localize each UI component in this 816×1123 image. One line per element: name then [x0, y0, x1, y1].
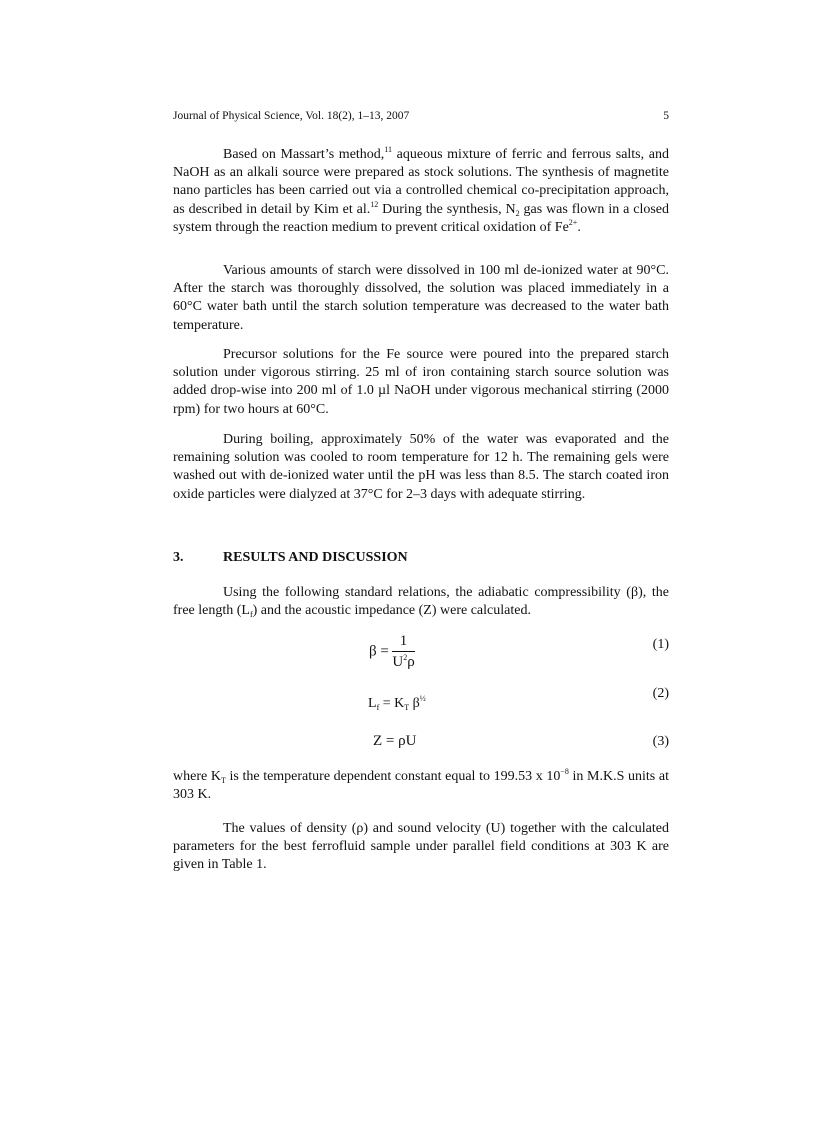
running-header — [173, 109, 669, 123]
equation-2: $L_f = K_T$ $\beta^{\frac{1}{2}}$ (2) — [368, 686, 669, 712]
paragraph-methods-2: Various amounts of starch were dissolved in 100 ml de-ionized water at 90°C. After the starch was thoroughly dissolved, the solution was placed immediately in a 60°C water bath until the starch solution temperature was decreased to the water bath temperature. — [173, 263, 669, 333]
citation-ref: 11 — [384, 145, 392, 154]
equation-1: β = $\frac{1}{U^2\rho}$ (1) — [369, 633, 669, 670]
page-number: 5 — [663, 110, 669, 122]
paragraph-results-intro: Using the following standard relations, the adiabatic compressibility (β), the free length $(L_f)$ and the acoustic impedance (Z) were calculated. — [173, 585, 669, 620]
paragraph-table-intro: The values of density (ρ) and sound velocity (U) together with the calculated parameters for the best ferrofluid sample under parallel field conditions at 303 K are given in Table 1. — [173, 821, 669, 873]
citation-ref: 12 — [370, 199, 379, 209]
paragraph-kt-definition: where $K_T$ is the temperature dependent constant equal to 199.53 x $10^{-8}$ in M.K.S units at 303 K. — [173, 767, 669, 803]
section-title: RESULTS AND DISCUSSION — [223, 550, 408, 565]
equation-number: (3) — [652, 734, 669, 749]
section-heading — [173, 549, 669, 567]
equation-3: Z = ρU (3) — [373, 733, 669, 749]
equation-number: (1) — [652, 637, 669, 652]
journal-citation: Journal of Physical Science, Vol. 18(2), 1–13, 2007 — [173, 110, 410, 122]
paragraph-methods-1: Based on Massart’s method,$^{11}$ aqueous mixture of ferric and ferrous salts, and NaOH as an alkali source were prepared as stock solutions. The synthesis of magnetite nano particles has been carried out via a controlled chemical co-precipitation approach, as described in detail by Kim et al.$^{12}$ During the synthesis, $N_2$ gas was flown in a closed system through the reaction medium to prevent critical oxidation of $Fe^{2+}$. — [173, 145, 670, 235]
page — [173, 0, 669, 1123]
paragraph-methods-3: Precursor solutions for the Fe source were poured into the prepared starch solution under vigorous stirring. 25 ml of iron containing starch source solution was added drop-wise into 200 ml of 1.0 µl NaOH under vigorous mechanical stirring (2000 rpm) for two hours at 60°C. — [173, 347, 669, 417]
paragraph-methods-4: During boiling, approximately 50% of the water was evaporated and the remaining solution was cooled to room temperature for 12 h. The remaining gels were washed out with de-ionized water until the pH was less than 8.5. The starch coated iron oxide particles were dialyzed at 37°C for 2–3 days with adequate stirring. — [173, 432, 669, 502]
section-number: 3. — [173, 550, 184, 565]
equation-number: (2) — [652, 686, 669, 701]
